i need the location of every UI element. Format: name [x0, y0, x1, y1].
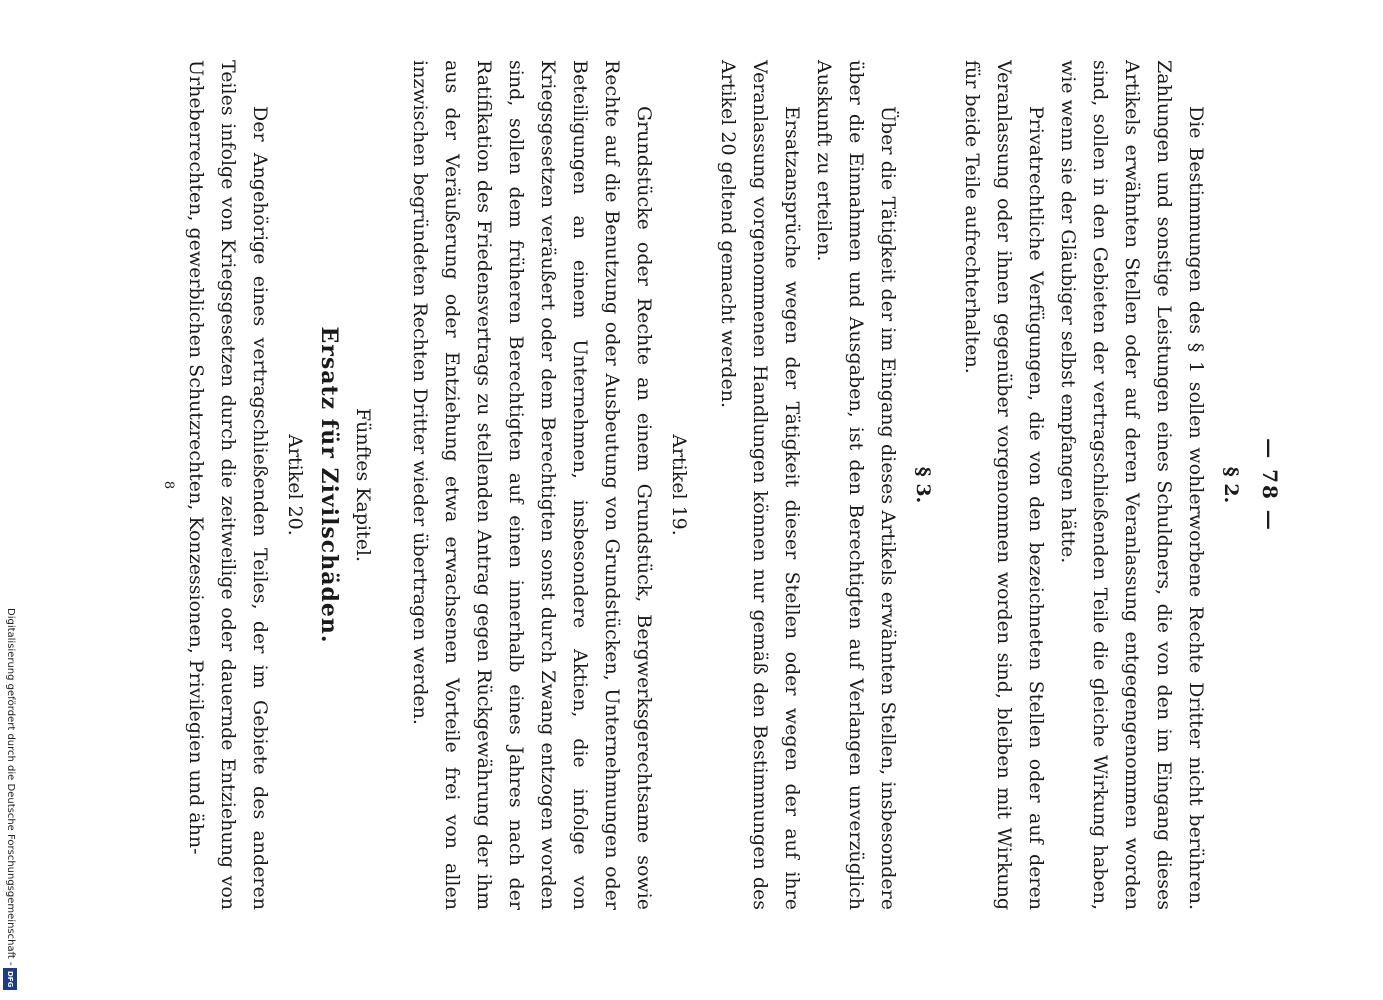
- footer-strip: [0, 0, 22, 1000]
- paragraph: Grundstücke oder Rechte an einem Grundstück, Bergwerksgerechtsame sowie Rechte auf die Benutzung oder Ausbeutung von Grundstücken, Unternehmungen oder Beteiligungen an einem Unternehmen, insbesondere Aktien, die infolge von Kriegsgesetzen veräußert oder dem Berechtigten sonst durch Zwang entzogen worden sind, sollen dem früheren Berechtigten auf einen innerhalb eines Jahres nach der Ratifikation des Friedensvertrags zu stellenden Antrag gegen Rückgewährung der ihm aus der Veräußerung oder Entziehung etwa erwachsenen Vorteile frei von allen inzwischen begründeten Rechten Dritter wieder übertragen werden.: [409, 60, 655, 910]
- page-body: [180, 60, 1246, 910]
- paragraph: Ersatzansprüche wegen der Tätigkeit dieser Stellen oder wegen der auf ihre Veranlassung vorgenommenen Handlungen können nur gemäß den Bestimmungen des Artikel 20 geltend gemacht werden.: [717, 60, 803, 910]
- page-number: — 78 —: [1258, 438, 1282, 532]
- rotated-page: [110, 20, 1290, 950]
- paragraph: Die Bestimmungen des § 1 sollen wohlerworbene Rechte Dritter nicht berühren. Zahlungen und sonstige Leistungen eines Schuldners, die von den im Eingang dieses Artikels erwähnten Stellen oder auf deren Veranlassung entgegengenommen worden sind, sollen in den Gebieten der vertragschließenden Teile die gleiche Wirkung haben, wie wenn sie der Gläubiger selbst empfangen hätte.: [1057, 60, 1207, 910]
- dfg-credit: Digitalisierung gefördert durch die Deutsche Forschungsgemeinschaft -: [5, 608, 16, 966]
- signature-mark: 8: [161, 480, 176, 490]
- paragraph: Über die Tätigkeit der im Eingang dieses Artikels erwähnten Stellen, insbesondere über die Einnahmen und Ausgaben, ist den Berechtigten auf Verlangen unverzüglich Auskunft zu erteilen.: [813, 60, 899, 910]
- section-heading: Artikel 19.: [668, 434, 690, 536]
- section-heading: Ersatz für Zivilschäden.: [316, 326, 342, 644]
- spacer: [942, 60, 956, 910]
- paragraph: Privatrechtliche Verfügungen, die von den bezeichneten Stellen oder auf deren Veranlassung oder ihnen gegenüber vorgenommen worden sind, bleiben mit Wirkung für beide Teile aufrechterhalten.: [961, 60, 1047, 910]
- section-heading: Artikel 20.: [284, 434, 306, 536]
- dfg-logo: DFG: [3, 968, 17, 990]
- section-heading: § 3.: [912, 466, 934, 504]
- spacer: [698, 60, 712, 910]
- paragraph: Der Angehörige eines vertragschließenden Teiles, der im Gebiete des anderen Teiles infolge von Kriegsgesetzen durch die zeitweilige oder dauernde Entziehung von Urheberrechten, gewerblichen Schutzrechten, Konzessionen, Privilegien und ähn-: [185, 60, 271, 910]
- section-heading: Fünftes Kapitel.: [352, 407, 374, 563]
- spacer: [382, 60, 404, 910]
- section-heading: § 2.: [1220, 466, 1242, 504]
